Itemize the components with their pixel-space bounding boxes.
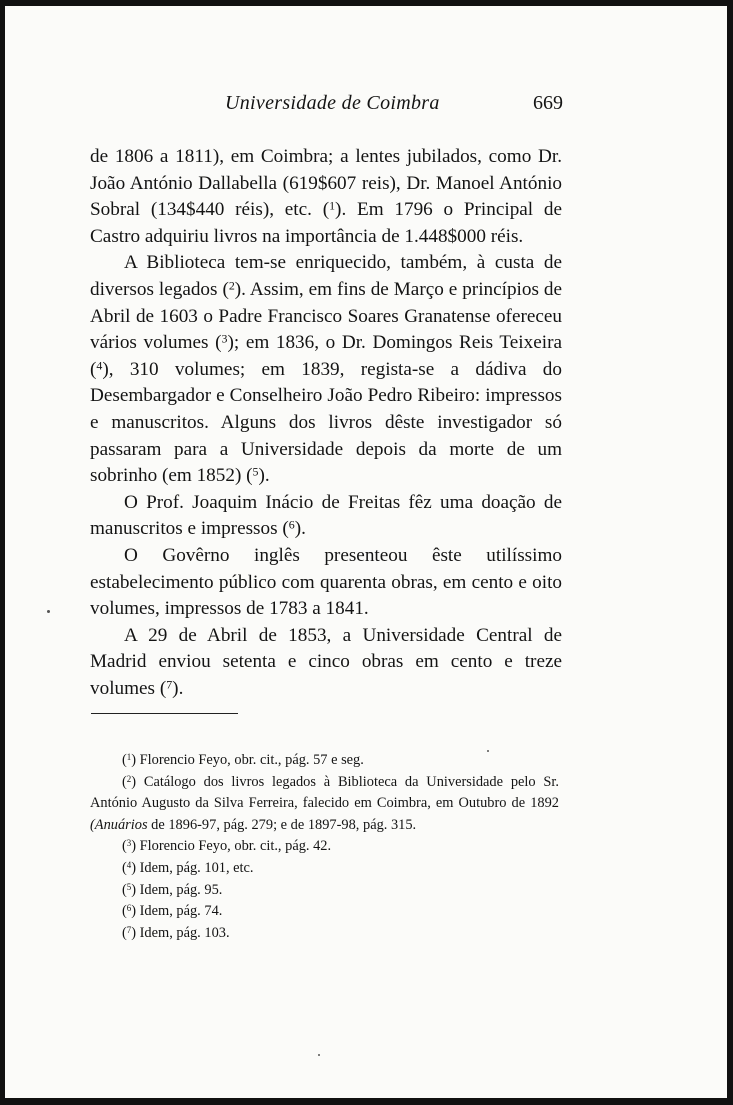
- text-run: de 1806 a 1811), em Coimbra; a lentes jubilados, como Dr. João António Dallabella (619$607 reis), Dr. Manoel António Sobral (134$440 réis), etc.: [90, 146, 562, 221]
- text-run: Idem, pág. 101, etc.: [139, 859, 254, 876]
- page-header: [5, 92, 727, 120]
- text-run: ; em 1836, o Dr. Domingos Reis Teixeira: [233, 332, 562, 354]
- footnote-reference-number: 2: [228, 278, 235, 293]
- scan-speck: [318, 1054, 320, 1056]
- footnote-marker-number: 5: [126, 881, 132, 892]
- text-run: , 310 volumes; em 1839, regista-se a dádiva do Desembargador e Conselheiro João Pedro Ribeiro: impressos e manuscritos. Alguns dos livros dêste investigador só passaram para a Universidade depois da morte de um sobrinho (em 1852): [90, 358, 562, 487]
- text-run: Florencio Feyo, obr. cit., pág. 57 e seg.: [139, 752, 364, 768]
- footnote-marker: ($^6$): [122, 903, 140, 920]
- footnotes: [90, 750, 559, 944]
- text-run: Catálogo dos livros legados à Biblioteca da Universidade pelo Sr. António Augusto da Silva Ferreira, falecido em Coimbra, em Outubro de 1892: [90, 773, 560, 812]
- footnote-reference-number: 6: [288, 517, 295, 532]
- text-run: Florencio Feyo, obr. cit., pág. 42.: [139, 838, 332, 855]
- footnote: [90, 923, 559, 945]
- body-text: [90, 144, 562, 702]
- footnote: [90, 750, 559, 772]
- text-run: . Assim, em fins de Março e princípios de Abril de 1603 o Padre Francisco Soares Granatense ofereceu vários volumes: [90, 278, 562, 354]
- footnote-marker-number: 3: [126, 838, 132, 849]
- text-run: O Govêrno inglês presenteou êste utilíssimo estabelecimento público com quarenta obras, em cento e oito volumes, impressos de 1783 a 1841.: [90, 544, 562, 620]
- footnote-marker-number: 4: [126, 859, 132, 870]
- italic-run: (Anuários: [90, 816, 148, 833]
- text-run: . Em 1796 o Principal de Castro adquiriu livros na importância de 1.448$000 réis.: [90, 199, 562, 247]
- footnote-marker-number: 2: [126, 773, 132, 784]
- footnote-reference: ($^6$): [282, 517, 302, 540]
- footnote-marker-number: 7: [126, 924, 132, 935]
- text-run: A 29 de Abril de 1853, a Universidade Central de Madrid enviou setenta e cinco obras em cento e treze volumes: [90, 624, 562, 699]
- text-run: Idem, pág. 74.: [139, 903, 223, 920]
- running-title: Universidade de Coimbra: [225, 92, 440, 114]
- footnote-reference-number: 1: [329, 198, 336, 213]
- footnote-reference-number: 7: [166, 677, 173, 692]
- footnote-marker: ($^2$): [122, 773, 144, 790]
- text-run: A Biblioteca tem-se enriquecido, também, à custa de diversos legados: [90, 252, 562, 300]
- paragraph: [90, 623, 562, 703]
- footnote-reference: ($^5$): [246, 464, 265, 487]
- footnote-reference: ($^7$): [159, 677, 179, 699]
- footnote: [90, 772, 559, 837]
- text-run: .: [264, 465, 270, 487]
- footnote-marker: ($^3$): [122, 838, 140, 855]
- page-number: 669: [533, 92, 563, 114]
- text-run: de 1896-97, pág. 279; e de 1897-98, pág. 315.: [147, 816, 417, 833]
- footnote: [90, 858, 559, 880]
- footnote: [90, 836, 559, 858]
- paragraph: [90, 144, 562, 250]
- paragraph: [90, 250, 562, 489]
- footnote-reference-number: 4: [96, 358, 103, 373]
- footnote-reference: ($^2$): [222, 278, 242, 300]
- footnote-marker-number: 6: [126, 903, 132, 914]
- text-run: O Prof. Joaquim Inácio de Freitas fêz uma doação de manuscritos e impressos: [90, 491, 562, 540]
- footnote-marker: ($^4$): [122, 859, 140, 876]
- scan-speck: [47, 610, 50, 613]
- footnote-reference-number: 3: [221, 331, 228, 346]
- footnote-marker: ($^7$): [122, 924, 140, 941]
- footnote-reference: ($^1$): [322, 198, 342, 221]
- footnote-marker: ($^1$): [122, 751, 140, 768]
- footnote-marker-number: 1: [126, 751, 132, 762]
- footnote-reference-number: 5: [252, 464, 259, 479]
- paragraph: [90, 543, 562, 623]
- text-run: Idem, pág. 103.: [139, 924, 230, 941]
- text-run: .: [178, 677, 184, 699]
- footnote-marker: ($^5$): [122, 881, 140, 898]
- text-run: Idem, pág. 95.: [139, 881, 223, 898]
- footnote-reference: ($^4$): [90, 358, 109, 380]
- text-run: .: [301, 518, 306, 540]
- footnote-reference: ($^3$): [215, 331, 234, 354]
- footnote-separator: [91, 713, 238, 714]
- paragraph: [90, 490, 562, 543]
- footnote: [90, 880, 559, 902]
- footnote: [90, 901, 559, 923]
- scan-speck: [487, 750, 489, 752]
